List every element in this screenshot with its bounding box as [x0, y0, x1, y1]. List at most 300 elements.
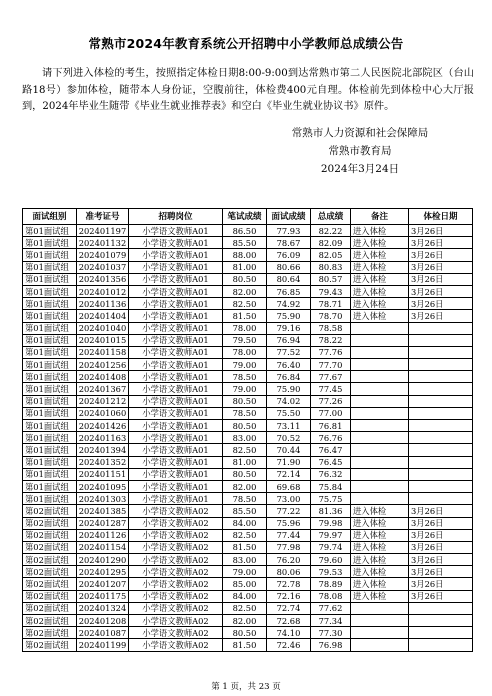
cell-position: 小学语文教师A02 — [129, 566, 223, 578]
table-row — [23, 590, 473, 602]
cell-group: 第01面试组 — [23, 285, 77, 297]
cell-interview: 75.50 — [267, 407, 311, 419]
cell-ticket: 202401212 — [77, 395, 129, 407]
cell-remark: 进入体检 — [351, 249, 409, 261]
cell-exam-date: 3月26日 — [409, 225, 473, 237]
table-row — [23, 225, 473, 237]
cell-remark: 进入体检 — [351, 225, 409, 237]
cell-group: 第02面试组 — [23, 627, 77, 639]
table-row — [23, 407, 473, 419]
cell-interview: 79.16 — [267, 322, 311, 334]
cell-exam-date — [409, 383, 473, 395]
cell-ticket: 202401324 — [77, 602, 129, 614]
cell-remark — [351, 359, 409, 371]
cell-interview: 73.11 — [267, 420, 311, 432]
cell-remark — [351, 420, 409, 432]
cell-remark: 进入体检 — [351, 273, 409, 285]
cell-remark — [351, 456, 409, 468]
cell-group: 第01面试组 — [23, 407, 77, 419]
cell-exam-date — [409, 359, 473, 371]
cell-ticket: 202401290 — [77, 554, 129, 566]
cell-total: 81.36 — [311, 505, 351, 517]
cell-total: 80.83 — [311, 261, 351, 273]
table-row — [23, 517, 473, 529]
cell-interview: 76.20 — [267, 554, 311, 566]
signature-org-hr: 常熟市人力资源和社会保障局 — [291, 127, 429, 139]
cell-remark: 进入体检 — [351, 310, 409, 322]
table-row — [23, 273, 473, 285]
cell-position: 小学语文教师A01 — [129, 432, 223, 444]
cell-exam-date — [409, 627, 473, 639]
cell-total: 79.74 — [311, 541, 351, 553]
cell-exam-date — [409, 456, 473, 468]
cell-ticket: 202401404 — [77, 310, 129, 322]
cell-group: 第01面试组 — [23, 346, 77, 358]
cell-interview: 76.94 — [267, 334, 311, 346]
cell-ticket: 202401136 — [77, 298, 129, 310]
cell-exam-date: 3月26日 — [409, 566, 473, 578]
cell-interview: 76.85 — [267, 285, 311, 297]
cell-group: 第01面试组 — [23, 310, 77, 322]
cell-group: 第02面试组 — [23, 566, 77, 578]
cell-group: 第01面试组 — [23, 334, 77, 346]
cell-written: 78.00 — [223, 346, 267, 358]
cell-ticket: 202401256 — [77, 359, 129, 371]
cell-group: 第01面试组 — [23, 468, 77, 480]
table-row — [23, 578, 473, 590]
cell-remark — [351, 407, 409, 419]
cell-written: 80.50 — [223, 420, 267, 432]
table-row — [23, 554, 473, 566]
cell-remark — [351, 468, 409, 480]
cell-total: 77.76 — [311, 346, 351, 358]
cell-remark — [351, 395, 409, 407]
cell-interview: 77.44 — [267, 529, 311, 541]
cell-interview: 72.16 — [267, 590, 311, 602]
cell-group: 第01面试组 — [23, 480, 77, 492]
cell-written: 84.00 — [223, 517, 267, 529]
cell-ticket: 202401207 — [77, 578, 129, 590]
cell-total: 82.22 — [311, 225, 351, 237]
cell-position: 小学语文教师A01 — [129, 383, 223, 395]
cell-ticket: 202401367 — [77, 383, 129, 395]
cell-written: 85.50 — [223, 505, 267, 517]
cell-position: 小学语文教师A01 — [129, 237, 223, 249]
cell-exam-date: 3月26日 — [409, 310, 473, 322]
header-ticket: 准考证号 — [77, 209, 129, 225]
cell-interview: 74.02 — [267, 395, 311, 407]
cell-ticket: 202401087 — [77, 627, 129, 639]
page-title: 常熟市2024年教育系统公开招聘中小学教师总成绩公告 — [88, 36, 404, 51]
cell-remark — [351, 480, 409, 492]
cell-interview: 69.68 — [267, 480, 311, 492]
cell-interview: 80.66 — [267, 261, 311, 273]
cell-group: 第02面试组 — [23, 554, 77, 566]
cell-group: 第01面试组 — [23, 456, 77, 468]
cell-written: 83.00 — [223, 554, 267, 566]
table-row — [23, 627, 473, 639]
cell-total: 82.09 — [311, 237, 351, 249]
cell-exam-date — [409, 407, 473, 419]
cell-group: 第01面试组 — [23, 249, 77, 261]
cell-interview: 77.22 — [267, 505, 311, 517]
table-row — [23, 261, 473, 273]
cell-position: 小学语文教师A02 — [129, 602, 223, 614]
table-row — [23, 444, 473, 456]
cell-written: 85.00 — [223, 578, 267, 590]
cell-position: 小学语文教师A02 — [129, 529, 223, 541]
cell-exam-date: 3月26日 — [409, 505, 473, 517]
cell-group: 第02面试组 — [23, 505, 77, 517]
header-exam-date: 体检日期 — [409, 209, 473, 225]
cell-total: 76.45 — [311, 456, 351, 468]
cell-interview: 72.14 — [267, 468, 311, 480]
cell-interview: 75.96 — [267, 517, 311, 529]
cell-group: 第01面试组 — [23, 298, 77, 310]
cell-exam-date — [409, 639, 473, 651]
table-row — [23, 529, 473, 541]
cell-interview: 75.90 — [267, 383, 311, 395]
cell-remark: 进入体检 — [351, 590, 409, 602]
cell-total: 75.75 — [311, 493, 351, 505]
cell-group: 第02面试组 — [23, 602, 77, 614]
cell-total: 79.60 — [311, 554, 351, 566]
cell-written: 80.50 — [223, 395, 267, 407]
cell-ticket: 202401079 — [77, 249, 129, 261]
cell-total: 76.32 — [311, 468, 351, 480]
cell-interview: 75.90 — [267, 310, 311, 322]
cell-exam-date: 3月26日 — [409, 590, 473, 602]
signature-org-edu: 常熟市教育局 — [328, 145, 392, 157]
cell-exam-date: 3月26日 — [409, 285, 473, 297]
cell-exam-date: 3月26日 — [409, 517, 473, 529]
cell-interview: 77.98 — [267, 541, 311, 553]
cell-position: 小学语文教师A01 — [129, 298, 223, 310]
cell-remark: 进入体检 — [351, 517, 409, 529]
cell-remark: 进入体检 — [351, 578, 409, 590]
cell-group: 第01面试组 — [23, 237, 77, 249]
cell-group: 第02面试组 — [23, 590, 77, 602]
cell-group: 第01面试组 — [23, 359, 77, 371]
cell-interview: 73.00 — [267, 493, 311, 505]
cell-position: 小学语文教师A01 — [129, 371, 223, 383]
cell-interview: 78.67 — [267, 237, 311, 249]
cell-interview: 70.44 — [267, 444, 311, 456]
cell-group: 第02面试组 — [23, 578, 77, 590]
cell-position: 小学语文教师A01 — [129, 468, 223, 480]
cell-ticket: 202401408 — [77, 371, 129, 383]
cell-exam-date — [409, 615, 473, 627]
cell-ticket: 202401208 — [77, 615, 129, 627]
cell-position: 小学语文教师A01 — [129, 273, 223, 285]
table-row — [23, 420, 473, 432]
cell-position: 小学语文教师A01 — [129, 261, 223, 273]
cell-position: 小学语文教师A01 — [129, 444, 223, 456]
cell-remark: 进入体检 — [351, 261, 409, 273]
cell-remark: 进入体检 — [351, 505, 409, 517]
cell-ticket: 202401197 — [77, 225, 129, 237]
cell-ticket: 202401303 — [77, 493, 129, 505]
cell-ticket: 202401060 — [77, 407, 129, 419]
header-remark: 备注 — [351, 209, 409, 225]
cell-written: 82.50 — [223, 602, 267, 614]
cell-written: 80.50 — [223, 273, 267, 285]
cell-exam-date — [409, 371, 473, 383]
cell-group: 第02面试组 — [23, 529, 77, 541]
cell-written: 86.50 — [223, 225, 267, 237]
cell-interview: 72.78 — [267, 578, 311, 590]
cell-remark — [351, 371, 409, 383]
cell-total: 76.81 — [311, 420, 351, 432]
cell-total: 79.98 — [311, 517, 351, 529]
cell-position: 小学语文教师A01 — [129, 407, 223, 419]
cell-written: 81.50 — [223, 541, 267, 553]
cell-ticket: 202401151 — [77, 468, 129, 480]
cell-remark — [351, 346, 409, 358]
table-row — [23, 615, 473, 627]
cell-total: 78.70 — [311, 310, 351, 322]
cell-total: 79.53 — [311, 566, 351, 578]
cell-exam-date — [409, 444, 473, 456]
table-row — [23, 359, 473, 371]
cell-position: 小学语文教师A01 — [129, 480, 223, 492]
table-row — [23, 541, 473, 553]
cell-total: 78.71 — [311, 298, 351, 310]
table-row — [23, 237, 473, 249]
cell-written: 82.00 — [223, 615, 267, 627]
cell-group: 第01面试组 — [23, 420, 77, 432]
cell-written: 81.50 — [223, 310, 267, 322]
cell-ticket: 202401287 — [77, 517, 129, 529]
cell-exam-date — [409, 480, 473, 492]
cell-total: 76.47 — [311, 444, 351, 456]
cell-remark: 进入体检 — [351, 298, 409, 310]
signature-date: 2024年3月24日 — [320, 163, 400, 175]
cell-interview: 77.52 — [267, 346, 311, 358]
cell-exam-date: 3月26日 — [409, 298, 473, 310]
cell-group: 第01面试组 — [23, 493, 77, 505]
table-row — [23, 566, 473, 578]
cell-group: 第02面试组 — [23, 541, 77, 553]
cell-position: 小学语文教师A01 — [129, 334, 223, 346]
cell-position: 小学语文教师A02 — [129, 541, 223, 553]
cell-ticket: 202401175 — [77, 590, 129, 602]
table-row — [23, 395, 473, 407]
cell-total: 76.98 — [311, 639, 351, 651]
cell-total: 77.70 — [311, 359, 351, 371]
cell-remark: 进入体检 — [351, 285, 409, 297]
header-interview-score: 面试成绩 — [267, 209, 311, 225]
table-row — [23, 346, 473, 358]
cell-exam-date: 3月26日 — [409, 541, 473, 553]
cell-total: 77.30 — [311, 627, 351, 639]
cell-remark: 进入体检 — [351, 554, 409, 566]
table-row — [23, 249, 473, 261]
cell-position: 小学语文教师A01 — [129, 249, 223, 261]
table-row — [23, 639, 473, 651]
cell-written: 88.00 — [223, 249, 267, 261]
cell-position: 小学语文教师A02 — [129, 615, 223, 627]
cell-interview: 76.09 — [267, 249, 311, 261]
cell-ticket: 202401095 — [77, 480, 129, 492]
cell-total: 77.00 — [311, 407, 351, 419]
cell-position: 小学语文教师A01 — [129, 395, 223, 407]
cell-interview: 76.40 — [267, 359, 311, 371]
cell-interview: 74.10 — [267, 627, 311, 639]
cell-exam-date — [409, 395, 473, 407]
cell-total: 82.05 — [311, 249, 351, 261]
cell-ticket: 202401394 — [77, 444, 129, 456]
cell-remark: 进入体检 — [351, 566, 409, 578]
cell-remark: 进入体检 — [351, 541, 409, 553]
cell-exam-date — [409, 322, 473, 334]
cell-ticket: 202401132 — [77, 237, 129, 249]
cell-ticket: 202401199 — [77, 639, 129, 651]
cell-total: 77.67 — [311, 371, 351, 383]
cell-group: 第01面试组 — [23, 395, 77, 407]
header-written-score: 笔试成绩 — [223, 209, 267, 225]
table-row — [23, 602, 473, 614]
header-total-score: 总成绩 — [311, 209, 351, 225]
table-row — [23, 298, 473, 310]
cell-ticket: 202401158 — [77, 346, 129, 358]
cell-total: 78.08 — [311, 590, 351, 602]
cell-exam-date — [409, 493, 473, 505]
cell-group: 第02面试组 — [23, 517, 77, 529]
cell-remark: 进入体检 — [351, 237, 409, 249]
cell-written: 79.50 — [223, 334, 267, 346]
table-row — [23, 480, 473, 492]
cell-total: 77.26 — [311, 395, 351, 407]
cell-position: 小学语文教师A01 — [129, 493, 223, 505]
table-row — [23, 456, 473, 468]
cell-remark — [351, 615, 409, 627]
cell-position: 小学语文教师A02 — [129, 505, 223, 517]
cell-total: 76.76 — [311, 432, 351, 444]
cell-written: 82.00 — [223, 480, 267, 492]
cell-total: 78.22 — [311, 334, 351, 346]
cell-group: 第01面试组 — [23, 432, 77, 444]
cell-position: 小学语文教师A01 — [129, 310, 223, 322]
cell-written: 82.50 — [223, 444, 267, 456]
table-row — [23, 371, 473, 383]
cell-remark — [351, 639, 409, 651]
cell-ticket: 202401352 — [77, 456, 129, 468]
cell-ticket: 202401154 — [77, 541, 129, 553]
cell-position: 小学语文教师A02 — [129, 627, 223, 639]
cell-position: 小学语文教师A02 — [129, 517, 223, 529]
cell-written: 79.00 — [223, 383, 267, 395]
cell-remark — [351, 493, 409, 505]
cell-interview: 72.68 — [267, 615, 311, 627]
cell-written: 78.50 — [223, 493, 267, 505]
cell-total: 79.43 — [311, 285, 351, 297]
cell-ticket: 202401126 — [77, 529, 129, 541]
cell-group: 第01面试组 — [23, 383, 77, 395]
table-row — [23, 285, 473, 297]
cell-written: 78.50 — [223, 407, 267, 419]
cell-written: 80.50 — [223, 627, 267, 639]
cell-exam-date: 3月26日 — [409, 249, 473, 261]
table-row — [23, 334, 473, 346]
cell-ticket: 202401356 — [77, 273, 129, 285]
table-row — [23, 505, 473, 517]
cell-interview: 72.74 — [267, 602, 311, 614]
cell-position: 小学语文教师A02 — [129, 554, 223, 566]
cell-group: 第01面试组 — [23, 444, 77, 456]
cell-written: 84.00 — [223, 590, 267, 602]
cell-position: 小学语文教师A01 — [129, 322, 223, 334]
cell-written: 78.00 — [223, 322, 267, 334]
cell-ticket: 202401040 — [77, 322, 129, 334]
cell-written: 80.50 — [223, 468, 267, 480]
cell-ticket: 202401426 — [77, 420, 129, 432]
cell-remark — [351, 627, 409, 639]
cell-exam-date — [409, 432, 473, 444]
cell-position: 小学语文教师A02 — [129, 590, 223, 602]
cell-written: 85.50 — [223, 237, 267, 249]
cell-remark — [351, 383, 409, 395]
cell-interview: 72.46 — [267, 639, 311, 651]
cell-exam-date: 3月26日 — [409, 578, 473, 590]
cell-exam-date: 3月26日 — [409, 554, 473, 566]
table-body — [23, 225, 473, 652]
cell-interview: 80.64 — [267, 273, 311, 285]
cell-remark — [351, 322, 409, 334]
table-row — [23, 468, 473, 480]
cell-written: 83.00 — [223, 432, 267, 444]
header-group: 面试组别 — [23, 209, 77, 225]
cell-position: 小学语文教师A02 — [129, 639, 223, 651]
cell-group: 第01面试组 — [23, 225, 77, 237]
cell-written: 82.00 — [223, 285, 267, 297]
cell-exam-date: 3月26日 — [409, 273, 473, 285]
table-row — [23, 310, 473, 322]
cell-interview: 80.06 — [267, 566, 311, 578]
cell-total: 77.34 — [311, 615, 351, 627]
cell-ticket: 202401015 — [77, 334, 129, 346]
cell-interview: 74.92 — [267, 298, 311, 310]
cell-position: 小学语文教师A01 — [129, 456, 223, 468]
cell-interview: 76.84 — [267, 371, 311, 383]
cell-exam-date — [409, 468, 473, 480]
cell-group: 第01面试组 — [23, 261, 77, 273]
cell-total: 80.57 — [311, 273, 351, 285]
cell-written: 81.00 — [223, 261, 267, 273]
cell-position: 小学语文教师A01 — [129, 420, 223, 432]
cell-written: 79.00 — [223, 566, 267, 578]
cell-group: 第01面试组 — [23, 371, 77, 383]
cell-ticket: 202401012 — [77, 285, 129, 297]
cell-group: 第01面试组 — [23, 322, 77, 334]
table-header-row — [23, 209, 473, 225]
cell-total: 79.97 — [311, 529, 351, 541]
cell-written: 81.00 — [223, 456, 267, 468]
cell-total: 75.84 — [311, 480, 351, 492]
cell-ticket: 202401163 — [77, 432, 129, 444]
cell-ticket: 202401385 — [77, 505, 129, 517]
notice-paragraph: 请下列进入体检的考生，按照指定体检日期8:00-9:00到达常熟市第二人民医院北部院区（台山路18号）参加体检，随带本人身份证，空腹前往，体检费400元自理。体检前先到体检中心大厅报到，2024年毕业生随带《毕业生就业推荐表》和空白《毕业生就业协议书》原件。 — [22, 68, 474, 112]
cell-written: 81.50 — [223, 639, 267, 651]
cell-exam-date: 3月26日 — [409, 529, 473, 541]
page-footer: 第 1 页，共 23 页 — [211, 682, 281, 692]
cell-exam-date — [409, 334, 473, 346]
cell-total: 78.58 — [311, 322, 351, 334]
table-row — [23, 493, 473, 505]
cell-interview: 70.52 — [267, 432, 311, 444]
scores-table — [22, 208, 473, 652]
cell-exam-date: 3月26日 — [409, 261, 473, 273]
